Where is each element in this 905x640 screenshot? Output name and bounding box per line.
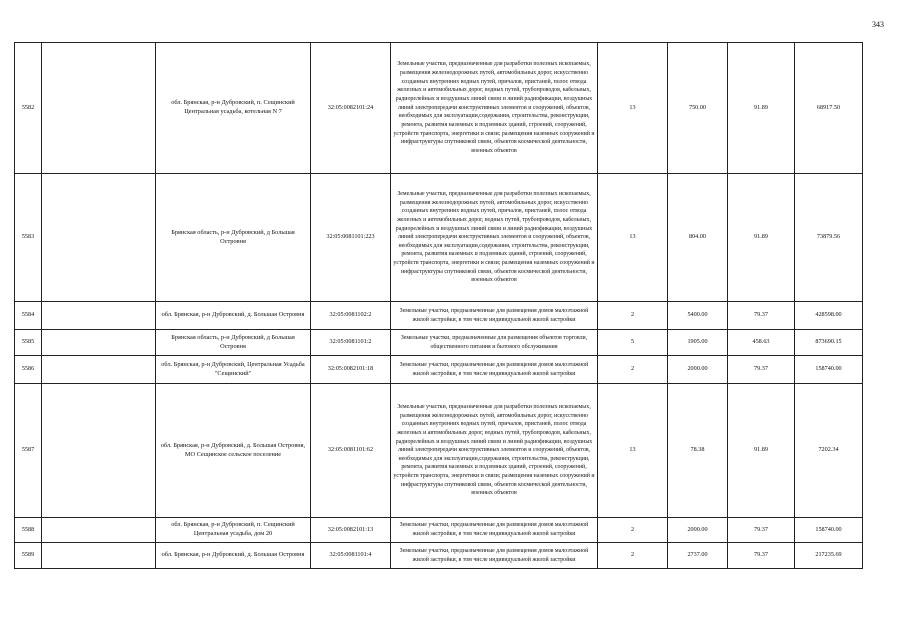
cadastral-number-cell: 32:05:0082101:24 (311, 43, 391, 174)
use-code-cell: 2 (598, 543, 668, 569)
blank-cell (42, 302, 156, 330)
use-code-cell: 2 (598, 518, 668, 543)
area-cell: 2737.00 (668, 543, 728, 569)
area-cell: 78.38 (668, 384, 728, 518)
row-number: 5586 (15, 356, 42, 384)
land-use-cell: Земельные участки, предназначенные для размещения домов малоэтажной жилой застройки, в том числе индивидуальной жилой застройки (391, 518, 598, 543)
table-row (15, 43, 863, 174)
cadastral-value-cell: 158740.00 (795, 356, 863, 384)
cadastral-value-cell: 158740.00 (795, 518, 863, 543)
address-cell: Брянская область, р-н Дубровский, д Большая Островня (156, 174, 311, 302)
area-cell: 2000.00 (668, 356, 728, 384)
area-cell: 5400.00 (668, 302, 728, 330)
land-use-cell: Земельные участки, предназначенные для разработки полезных ископаемых, размещения железнодорожных путей, автомобильных дорог, искусственно созданных внутренних водных путей, причалов, пристаней, полос отвода железных и автомобильных дорог, водных путей, трубопроводов, кабельных, радиорелейных и воздушных линий связи и линий радиофикации, воздушных линий электропередачи конструктивных элементов и сооружений, объектов, необходимых для эксплуатации,содержания, строительства, реконструкции, ремонта, развития наземных и подземных зданий, строений, сооружений, устройств транспорта, энергетики и связи; размещения наземных сооружений и инфраструктуры спутниковой связи, объектов космической деятельности, военных объектов (391, 43, 598, 174)
table-row (15, 518, 863, 543)
area-cell: 750.00 (668, 43, 728, 174)
rate-cell: 91.89 (728, 384, 795, 518)
blank-cell (42, 330, 156, 356)
land-use-cell: Земельные участки, предназначенные для размещения домов малоэтажной жилой застройки, в том числе индивидуальной жилой застройки (391, 543, 598, 569)
use-code-cell: 13 (598, 43, 668, 174)
use-code-cell: 5 (598, 330, 668, 356)
table-body (15, 43, 863, 569)
cadastral-value-cell: 873690.15 (795, 330, 863, 356)
row-number: 5584 (15, 302, 42, 330)
use-code-cell: 13 (598, 174, 668, 302)
cadastral-number-cell: 32:05:0081102:2 (311, 302, 391, 330)
land-registry-table (14, 42, 863, 569)
land-use-cell: Земельные участки, предназначенные для разработки полезных ископаемых, размещения железнодорожных путей, автомобильных дорог, искусственно созданных внутренних водных путей, причалов, пристаней, полос отвода железных и автомобильных дорог, водных путей, трубопроводов, кабельных, радиорелейных и воздушных линий связи и линий радиофикации, воздушных линий электропередачи конструктивных элементов и сооружений, объектов, необходимых для эксплуатации,содержания, строительства, реконструкции, ремонта, развития наземных и подземных зданий, строений, сооружений, устройств транспорта, энергетики и связи; размещения наземных сооружений и инфраструктуры спутниковой связи, объектов космической деятельности, военных объектов (391, 384, 598, 518)
land-use-cell: Земельные участки, предназначенные для размещения домов малоэтажной жилой застройки, в том числе индивидуальной жилой застройки (391, 302, 598, 330)
cadastral-value-cell: 68917.50 (795, 43, 863, 174)
land-use-cell: Земельные участки, предназначенные для размещения объектов торговли, общественного питания и бытового обслуживания (391, 330, 598, 356)
blank-cell (42, 543, 156, 569)
table-row (15, 384, 863, 518)
cadastral-value-cell: 7202.34 (795, 384, 863, 518)
row-number: 5585 (15, 330, 42, 356)
table-row (15, 356, 863, 384)
use-code-cell: 2 (598, 356, 668, 384)
address-cell: обл. Брянская, р-н Дубровский, д. Большая Островня, МО Сещинское сельское поселение (156, 384, 311, 518)
land-use-cell: Земельные участки, предназначенные для размещения домов малоэтажной жилой застройки, в том числе индивидуальной жилой застройки (391, 356, 598, 384)
cadastral-number-cell: 32:05:0081101:62 (311, 384, 391, 518)
blank-cell (42, 174, 156, 302)
row-number: 5583 (15, 174, 42, 302)
rate-cell: 79.37 (728, 518, 795, 543)
row-number: 5588 (15, 518, 42, 543)
table-row (15, 330, 863, 356)
cadastral-number-cell: 32:05:0082101:13 (311, 518, 391, 543)
cadastral-number-cell: 32:05:0081101:223 (311, 174, 391, 302)
row-number: 5582 (15, 43, 42, 174)
cadastral-number-cell: 32:05:0081101:2 (311, 330, 391, 356)
use-code-cell: 2 (598, 302, 668, 330)
rate-cell: 91.89 (728, 43, 795, 174)
cadastral-number-cell: 32:05:0082101:18 (311, 356, 391, 384)
cadastral-value-cell: 73879.56 (795, 174, 863, 302)
cadastral-number-cell: 32:05:0081101:4 (311, 543, 391, 569)
area-cell: 1905.00 (668, 330, 728, 356)
rate-cell: 79.37 (728, 356, 795, 384)
area-cell: 2000.00 (668, 518, 728, 543)
blank-cell (42, 356, 156, 384)
use-code-cell: 13 (598, 384, 668, 518)
blank-cell (42, 518, 156, 543)
address-cell: обл. Брянская, р-н Дубровский, п. Сещинский Центральная усадьба, дом 20 (156, 518, 311, 543)
cadastral-value-cell: 217235.69 (795, 543, 863, 569)
land-use-cell: Земельные участки, предназначенные для разработки полезных ископаемых, размещения железнодорожных путей, автомобильных дорог, искусственно созданных внутренних водных путей, причалов, пристаней, полос отвода железных и автомобильных дорог, водных путей, трубопроводов, кабельных, радиорелейных и воздушных линий связи и линий радиофикации, воздушных линий электропередачи конструктивных элементов и сооружений, объектов, необходимых для эксплуатации,содержания, строительства, реконструкции, ремонта, развития наземных и подземных зданий, строений, сооружений, устройств транспорта, энергетики и связи; размещения наземных сооружений и инфраструктуры спутниковой связи, объектов космической деятельности, военных объектов (391, 174, 598, 302)
rate-cell: 458.63 (728, 330, 795, 356)
blank-cell (42, 43, 156, 174)
address-cell: Брянская область, р-н Дубровский, д Большая Островня (156, 330, 311, 356)
rate-cell: 91.89 (728, 174, 795, 302)
blank-cell (42, 384, 156, 518)
row-number: 5587 (15, 384, 42, 518)
page-number: 343 (872, 20, 884, 29)
table-row (15, 543, 863, 569)
rate-cell: 79.37 (728, 543, 795, 569)
address-cell: обл. Брянская, р-н Дубровский, п. Сещинский Центральная усадьба, котельная N 7 (156, 43, 311, 174)
area-cell: 804.00 (668, 174, 728, 302)
row-number: 5589 (15, 543, 42, 569)
address-cell: обл. Брянская, р-н Дубровский, д. Большая Островня (156, 543, 311, 569)
cadastral-value-cell: 428598.00 (795, 302, 863, 330)
rate-cell: 79.37 (728, 302, 795, 330)
table-row (15, 302, 863, 330)
table-row (15, 174, 863, 302)
address-cell: обл. Брянская, р-н Дубровский, д. Большая Островня (156, 302, 311, 330)
address-cell: обл. Брянская, р-н Дубровский, Центральная Усадьба "Сещинский" (156, 356, 311, 384)
